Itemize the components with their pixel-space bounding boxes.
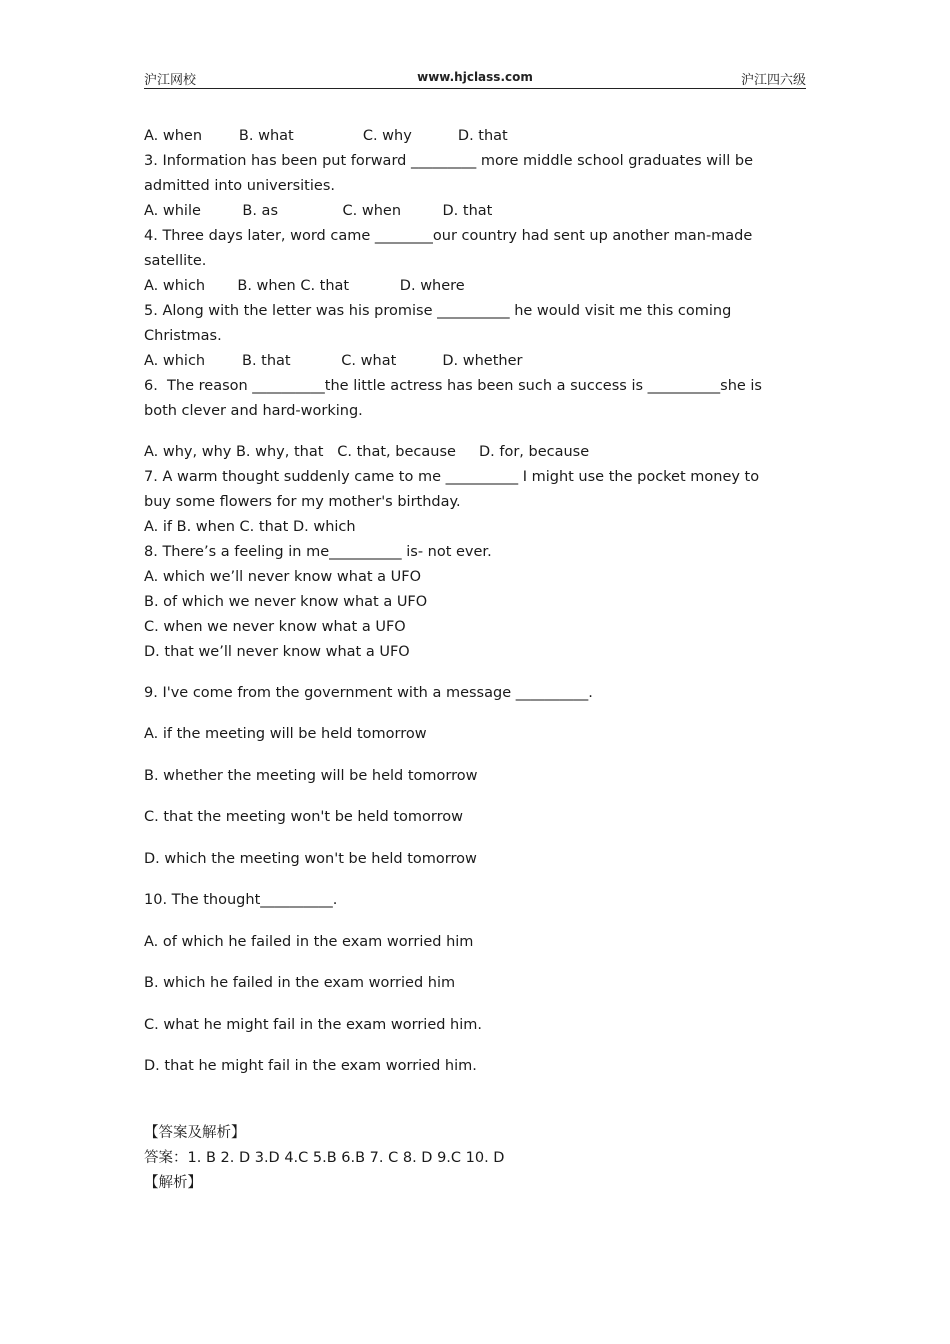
q4-stem-line1: 4. Three days later, word came ________our country had sent up another man-made [144,228,753,244]
q9-option-a: A. if the meeting will be held tomorrow [144,726,427,742]
q5-options: A. which B. that C. what D. whether [144,353,523,369]
q7-stem-line1: 7. A warm thought suddenly came to me __________ I might use the pocket money to [144,469,760,485]
q9-stem: 9. I've come from the government with a message __________. [144,685,593,701]
q10-option-a: A. of which he failed in the exam worried him [144,934,474,950]
q8-option-c: C. when we never know what a UFO [144,619,406,635]
q10-option-c: C. what he might fail in the exam worried him. [144,1017,483,1033]
q8-stem: 8. There’s a feeling in me__________ is- not ever. [144,544,492,560]
answer-key: 答案：1. B 2. D 3.D 4.C 5.B 6.B 7. C 8. D 9.C 10. D [144,1150,505,1166]
q4-options: A. which B. when C. that D. where [144,278,465,294]
q8-option-a: A. which we’ll never know what a UFO [144,569,421,585]
q6-options: A. why, why B. why, that C. that, because D. for, because [144,444,590,460]
q4-stem-line2: satellite. [144,253,207,269]
explanation-heading: 【解析】 [144,1175,202,1191]
q5-stem-line1: 5. Along with the letter was his promise __________ he would visit me this coming [144,303,732,319]
q9-option-b: B. whether the meeting will be held tomorrow [144,768,478,784]
header-website[interactable]: www.hjclass.com [417,70,533,84]
q8-option-d: D. that we’ll never know what a UFO [144,644,410,660]
q10-stem: 10. The thought__________. [144,892,338,908]
q3-stem-line1: 3. Information has been put forward _________ more middle school graduates will be [144,153,753,169]
header-course-name: 沪江四六级 [740,73,806,88]
q9-option-d: D. which the meeting won't be held tomorrow [144,851,477,867]
q10-option-d: D. that he might fail in the exam worried him. [144,1058,477,1074]
header-school-name: 沪江网校 [144,73,197,88]
q3-options: A. while B. as C. when D. that [144,203,493,219]
q8-option-b: B. of which we never know what a UFO [144,594,428,610]
q3-stem-line2: admitted into universities. [144,178,335,194]
q10-option-b: B. which he failed in the exam worried him [144,975,456,991]
q6-stem-line2: both clever and hard-working. [144,403,363,419]
answers-heading: 【答案及解析】 [144,1125,246,1141]
q9-option-c: C. that the meeting won't be held tomorrow [144,809,464,825]
q7-options: A. if B. when C. that D. which [144,519,356,535]
q5-stem-line2: Christmas. [144,328,222,344]
page-header [144,66,806,89]
q7-stem-line2: buy some flowers for my mother's birthday. [144,494,461,510]
q6-stem-line1: 6. The reason __________the little actress has been such a success is __________she is [144,378,762,394]
q2-options: A. when B. what C. why D. that [144,128,508,144]
